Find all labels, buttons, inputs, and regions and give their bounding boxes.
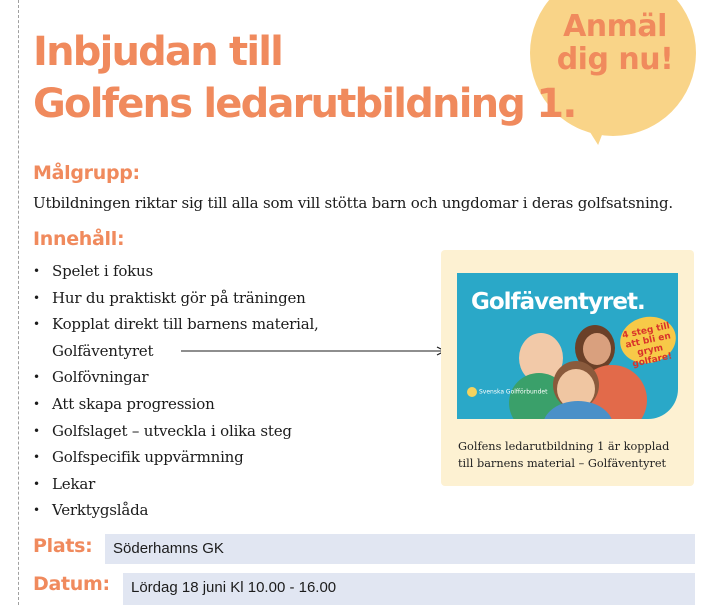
title-line-1: Inbjudan till xyxy=(33,29,283,75)
date-value: Lördag 18 juni Kl 10.00 - 16.00 xyxy=(123,573,695,605)
bullet: • xyxy=(33,503,40,518)
list-item xyxy=(33,364,319,391)
list-item-text: Golfäventyret xyxy=(52,341,154,360)
place-row xyxy=(33,534,695,564)
bullet: • xyxy=(33,423,40,438)
title-line-2: Golfens ledarutbildning 1. xyxy=(33,81,576,127)
list-item xyxy=(33,391,319,418)
badge-tail xyxy=(576,116,607,146)
list-item-text: Hur du praktiskt gör på träningen xyxy=(52,288,306,307)
content-list xyxy=(33,258,319,524)
list-item-text: Verktygslåda xyxy=(52,501,149,520)
federation-logo xyxy=(467,387,547,397)
target-group-text: Utbildningen riktar sig till alla som vill stötta barn och ungdomar i deras golfsatsning. xyxy=(33,194,673,212)
list-item xyxy=(33,311,319,338)
list-item-text: Kopplat direkt till barnens material, xyxy=(52,315,319,334)
bullet: • xyxy=(33,370,40,385)
bullet: • xyxy=(33,317,40,332)
list-item-text: Golfövningar xyxy=(52,368,149,387)
date-label: Datum: xyxy=(33,573,110,595)
list-item xyxy=(33,444,319,471)
list-item xyxy=(33,285,319,312)
bullet: • xyxy=(33,476,40,491)
bullet: • xyxy=(33,450,40,465)
bullet: • xyxy=(33,290,40,305)
list-item xyxy=(33,497,319,524)
caption-line-1: Golfens ledarutbildning 1 är kopplad xyxy=(458,440,670,453)
bullet: • xyxy=(33,264,40,278)
arrow-right-icon xyxy=(181,346,451,356)
cover-title: Golfäventyret. xyxy=(471,289,645,315)
promo-caption xyxy=(458,438,688,472)
date-row xyxy=(33,573,695,603)
place-value: Söderhamns GK xyxy=(105,534,695,564)
caption-line-2: till barnens material – Golfäventyret xyxy=(458,457,667,470)
list-item xyxy=(33,418,319,445)
page-border xyxy=(18,0,19,605)
list-item-text: Att skapa progression xyxy=(52,394,215,413)
bullet: • xyxy=(33,396,40,411)
badge-text: Anmäl dig nu! xyxy=(556,9,674,77)
federation-logo-text: Svenska Golfförbundet xyxy=(479,388,548,396)
list-item-text: Spelet i fokus xyxy=(52,262,154,280)
golfaventyret-cover-image xyxy=(457,273,678,419)
list-item-text: Golfslaget – utveckla i olika steg xyxy=(52,421,292,440)
list-item xyxy=(33,258,319,285)
place-label: Plats: xyxy=(33,535,93,557)
list-item-text: Golfspecifik uppvärmning xyxy=(52,448,244,467)
list-item xyxy=(33,471,319,498)
cover-stamp: 4 steg till att bli en grym golfare! xyxy=(616,312,678,369)
list-item-text: Lekar xyxy=(52,474,96,493)
child-figure xyxy=(583,333,611,365)
federation-logo-icon xyxy=(467,387,477,397)
page-title xyxy=(33,26,576,130)
content-heading: Innehåll: xyxy=(33,228,125,250)
target-group-heading: Målgrupp: xyxy=(33,162,140,184)
